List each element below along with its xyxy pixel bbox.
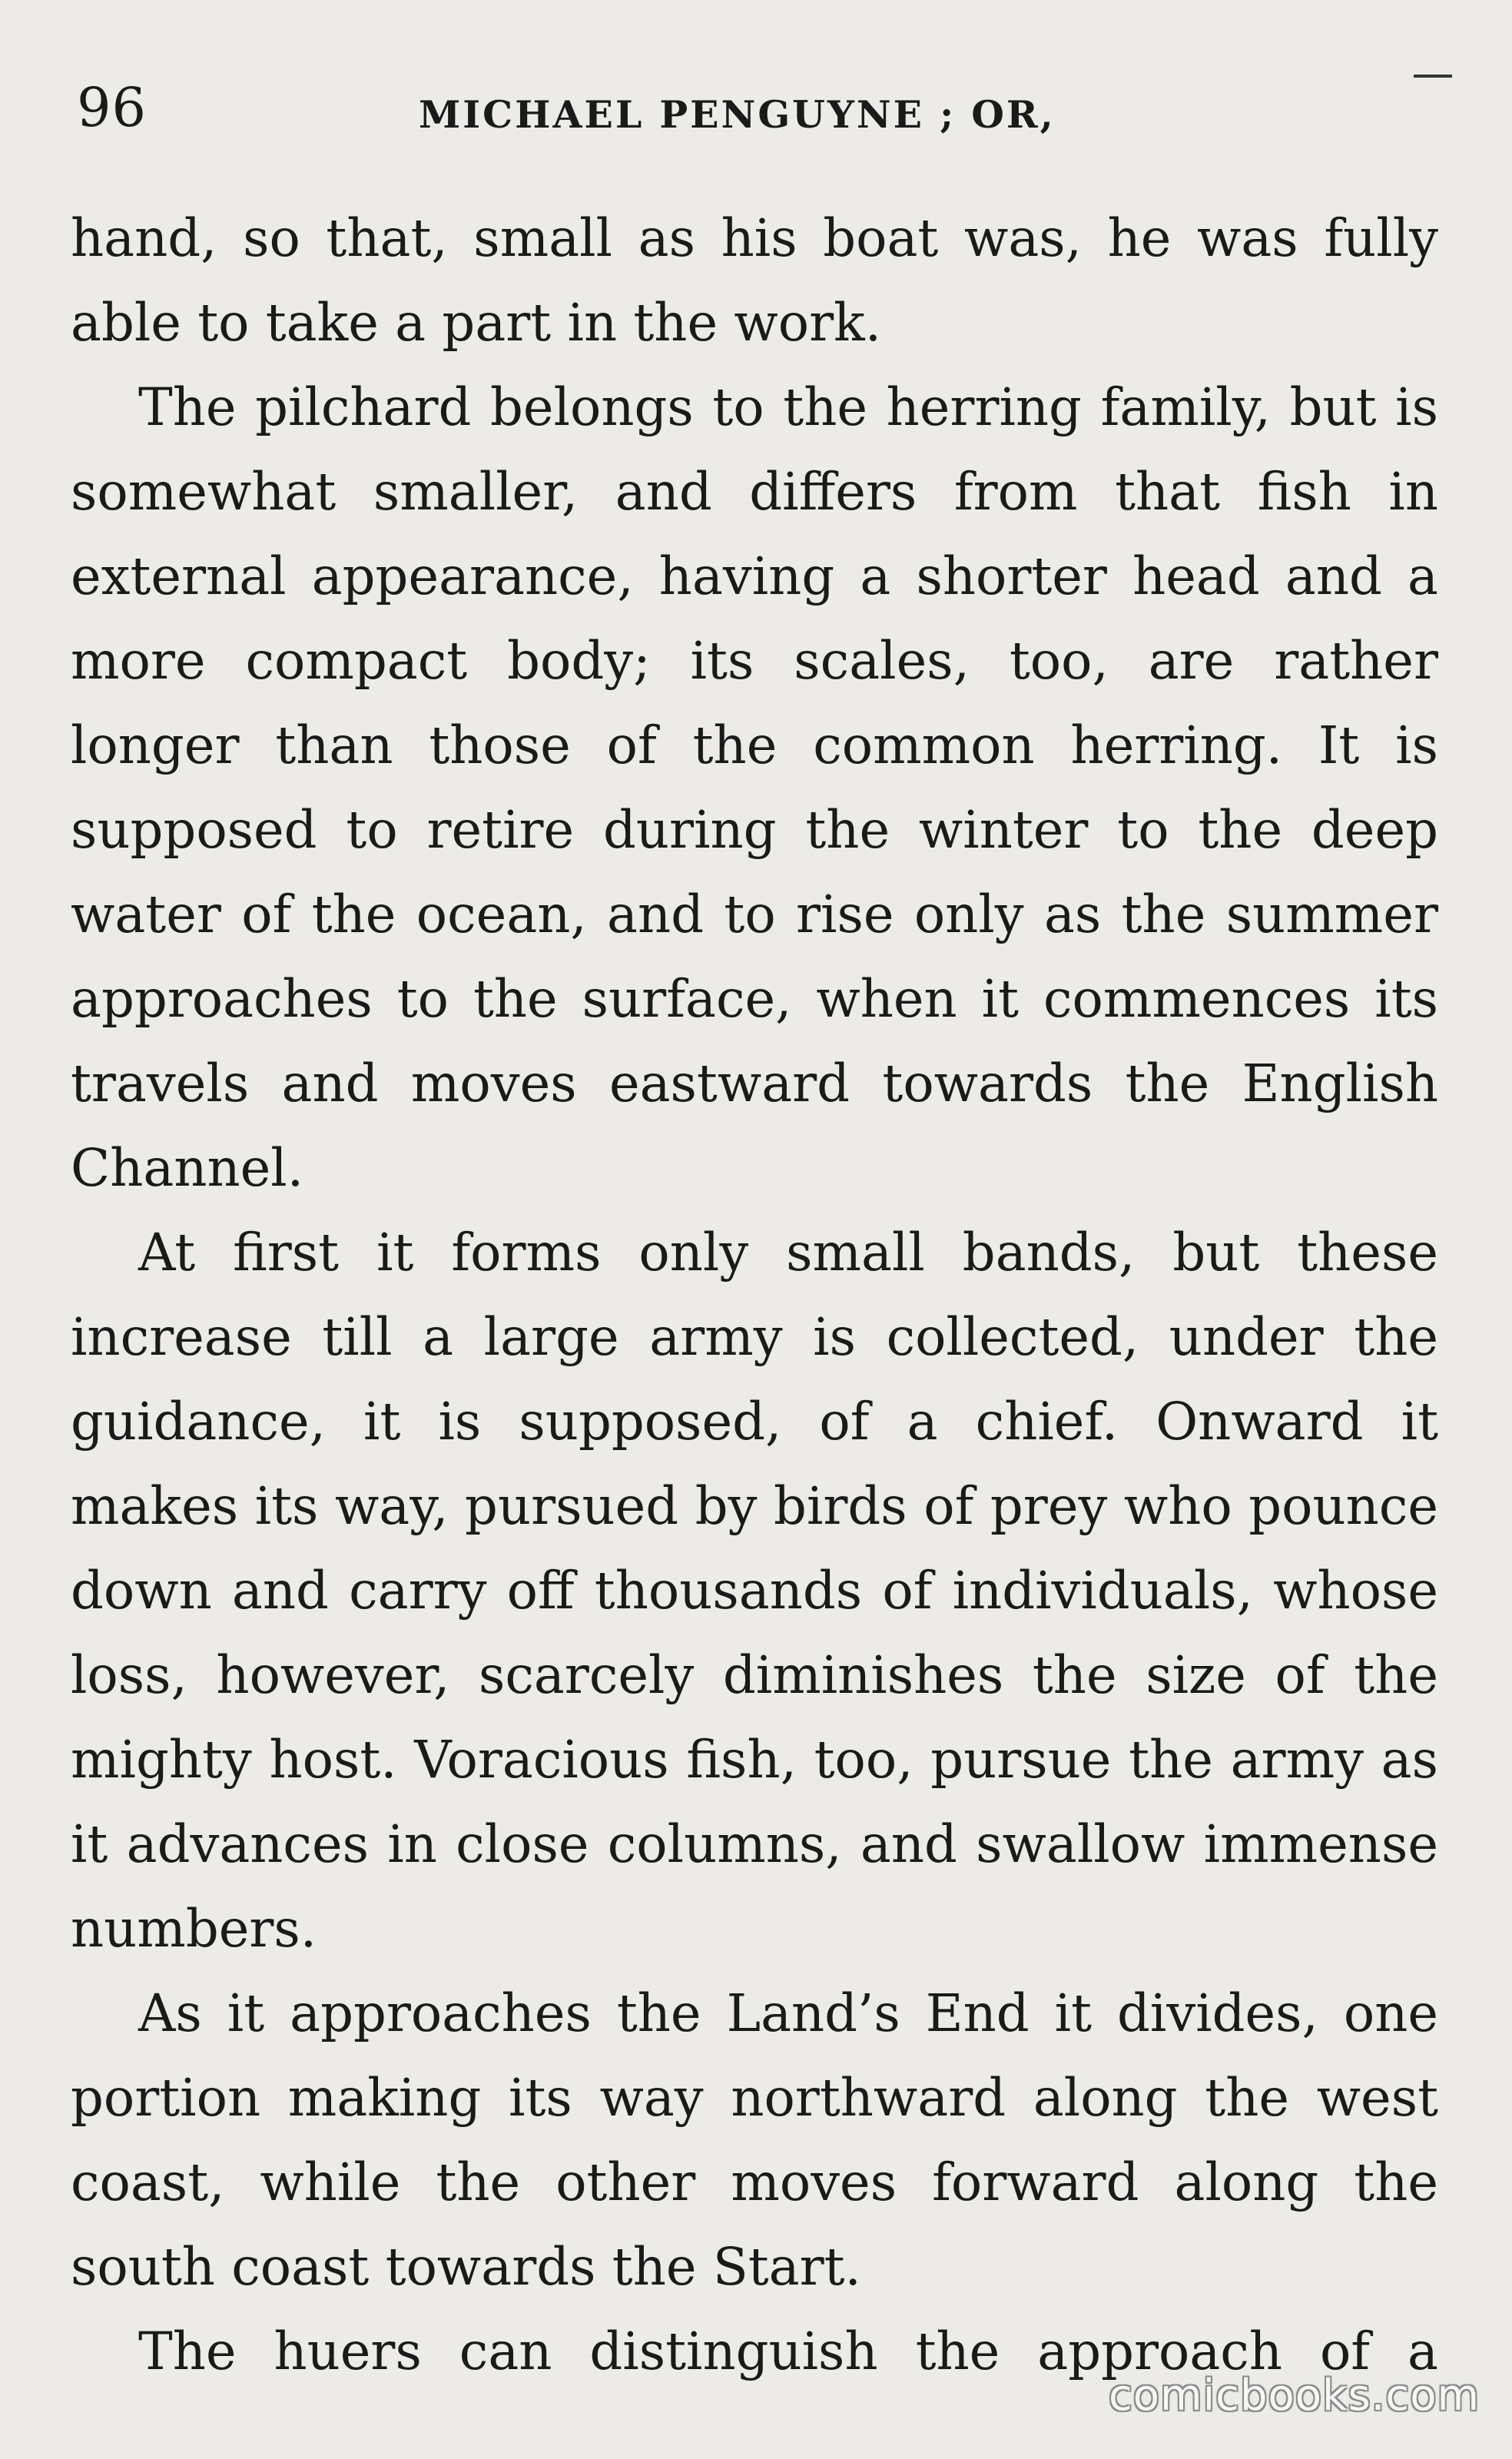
running-head: MICHAEL PENGUYNE ; OR, (419, 92, 1056, 137)
page-header (0, 0, 1512, 184)
paragraph-pilchard: The pilchard belongs to the herring family, but is somewhat smaller, and differs from that fish in external appearance, having a shorter head and a more compact body; its scales, too, are rather longer than those of the common herring. It is supposed to retire during the winter to the deep water of the ocean, and to rise only as the summer approaches to the surface, when it commences its travels and moves eastward towards the English Channel. (71, 377, 1438, 1198)
page-number: 96 (77, 76, 148, 139)
body-text (71, 196, 1438, 2394)
paragraph-huers: The huers can distinguish the approach of a (138, 2321, 1438, 2381)
watermark-logo: comicbooks.com (1109, 2371, 1480, 2421)
paragraph-lands-end: As it approaches the Land’s End it divides, one portion making its way northward along the west coast, while the other moves forward along the south coast towards the Start. (71, 1983, 1438, 2297)
corner-mark (1414, 75, 1452, 78)
paragraph-continuation: hand, so that, small as his boat was, he was fully able to take a part in the work. (71, 208, 1438, 353)
paragraph-army: At first it forms only small bands, but these increase till a large army is collected, under the guidance, it is supposed, of a chief. Onward it makes its way, pursued by birds of prey who pounce down and carry off thousands of individuals, whose loss, however, scarcely diminishes the size of the mighty host. Voracious fish, too, pursue the army as it advances in close columns, and swallow immense numbers. (71, 1223, 1438, 1959)
